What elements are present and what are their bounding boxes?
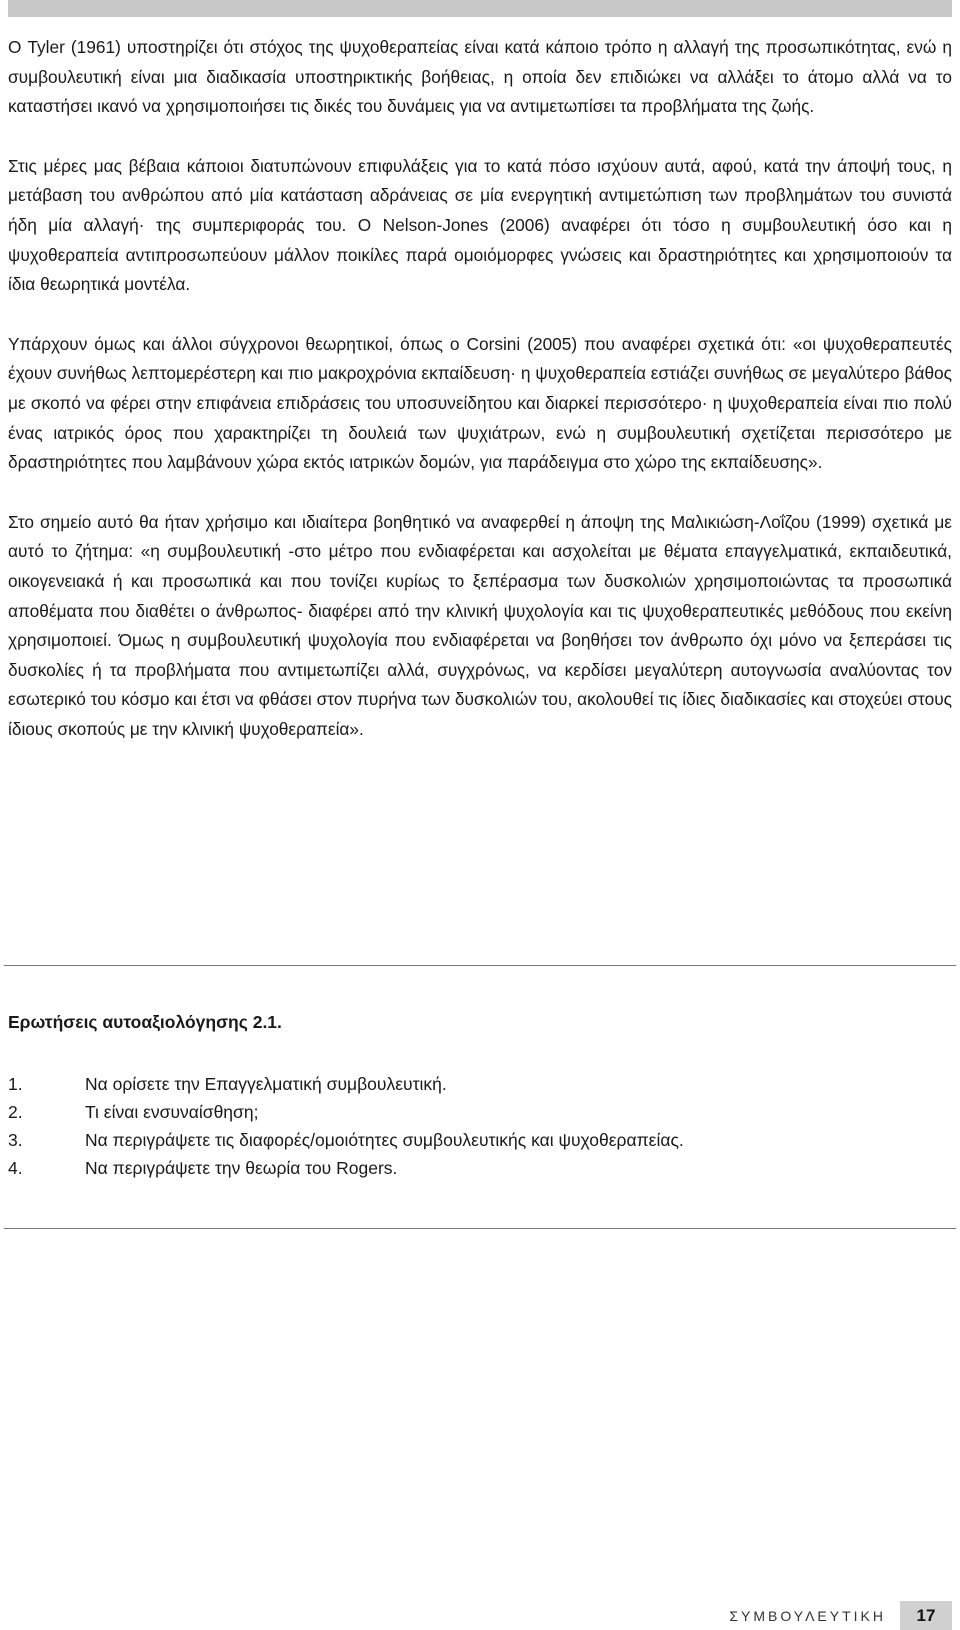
exercise-top-divider	[4, 965, 956, 966]
question-number: 3.	[8, 1130, 23, 1150]
question-number: 2.	[8, 1102, 23, 1122]
question-list	[8, 1070, 684, 1182]
question-item	[8, 1126, 684, 1154]
question-item	[8, 1070, 684, 1098]
page-footer	[729, 1601, 952, 1630]
question-item	[8, 1098, 684, 1126]
page-number: 17	[900, 1601, 952, 1630]
exercise-bottom-divider	[4, 1228, 956, 1229]
question-number: 1.	[8, 1074, 23, 1094]
question-number: 4.	[8, 1158, 23, 1178]
running-title: ΣΥΜΒΟΥΛΕΥΤΙΚΗ	[729, 1607, 886, 1624]
question-text: Να περιγράψετε τις διαφορές/ομοιότητες συμβουλευτικής και ψυχοθεραπείας.	[85, 1130, 684, 1150]
question-text: Τι είναι ενσυναίσθηση;	[85, 1102, 259, 1122]
paragraph-nelson-jones: Στις μέρες μας βέβαια κάποιοι διατυπώνουν επιφυλάξεις για το κατά πόσο ισχύουν αυτά, αφού, κατά την άποψή τους, η μετάβαση του ανθρώπου από μία κατάσταση αδράνειας σε μία ενεργητική αντιμετώπιση των προβλημάτων του συνιστά ήδη μία αλλαγή· της συμπεριφοράς του. Ο Nelson-Jones (2006) αναφέρει ότι τόσο η συμβουλευτική όσο και η ψυχοθεραπεία αντιπροσωπεύουν μάλλον ποικίλες παρά ομοιόμορφες γνώσεις και δραστηριότητες και χρησιμοποιούν τα ίδια θεωρητικά μοντέλα.	[8, 155, 952, 295]
question-text: Να περιγράψετε την θεωρία του Rogers.	[85, 1158, 398, 1178]
body-text	[8, 33, 952, 744]
paragraph-tyler: Ο Tyler (1961) υποστηρίζει ότι στόχος της ψυχοθεραπείας είναι κατά κάποιο τρόπο η αλλαγή της προσωπικότητας, ενώ η συμβουλευτική είναι μια διαδικασία υποστηρικτικής βοήθειας, η οποία δεν επιδιώκει να αλλάξει το άτομο αλλά να το καταστήσει ικανό να χρησιμοποιήσει τις δικές του δυνάμεις για να αντιμετωπίσει τα προβλήματα της ζωής.	[8, 37, 952, 117]
paragraph-malikiosi: Στο σημείο αυτό θα ήταν χρήσιμο και ιδιαίτερα βοηθητικό να αναφερθεί η άποψη της Μαλικιώση-Λοΐζου (1999) σχετικά με αυτό το ζήτημα: «η συμβουλευτική -στο μέτρο που ενδιαφέρεται και ασχολείται με θέματα επαγγελματικά, εκπαιδευτικά, οικογενειακά ή και προσωπικά και που τονίζει κυρίως το ξεπέρασμα των δυσκολιών χρησιμοποιώντας τα προσωπικά αποθέματα που διαθέτει ο άνθρωπος- διαφέρει από την κλινική ψυχολογία και τις ψυχοθεραπευτικές μεθόδους που εκείνη χρησιμοποιεί. Όμως η συμβουλευτική ψυχολογία που ενδιαφέρεται να βοηθήσει τον άνθρωπο όχι μόνο να ξεπεράσει τις δυσκολίες ή τα προβλήματα που αντιμετωπίζει αλλά, συγχρόνως, να κερδίσει μεγαλύτερη αυτογνωσία αναλύοντας τον εσωτερικό του κόσμο και έτσι να φθάσει στον πυρήνα των δυσκολιών του, ακολουθεί τις ίδιες διαδικασίες και στοχεύει στους ίδιους σκοπούς με την κλινική ψυχοθεραπεία».	[8, 511, 952, 739]
header-bar	[8, 0, 952, 17]
question-text: Να ορίσετε την Επαγγελματική συμβουλευτική.	[85, 1074, 447, 1094]
paragraph-corsini: Υπάρχουν όμως και άλλοι σύγχρονοι θεωρητικοί, όπως ο Corsini (2005) που αναφέρει σχετικά ότι: «οι ψυχοθεραπευτές έχουν συνήθως λεπτομερέστερη και πιο μακροχρόνια εκπαίδευση· η ψυχοθεραπεία εστιάζει συνήθως σε μεγαλύτερο βάθος με σκοπό να φέρει στην επιφάνεια επιδράσεις του υποσυνείδητου και διαρκεί περισσότερο· η ψυχοθεραπεία είναι πιο πολύ ένας ιατρικός όρος που χαρακτηρίζει τη δουλειά των ψυχιάτρων, ενώ η συμβουλευτική σχετίζεται περισσότερο με δραστηριότητες που λαμβάνουν χώρα εκτός ιατρικών δομών, για παράδειγμα στο χώρο της εκπαίδευσης».	[8, 333, 952, 473]
exercise-heading: Ερωτήσεις αυτοαξιολόγησης 2.1.	[8, 1012, 282, 1032]
question-item	[8, 1154, 684, 1182]
